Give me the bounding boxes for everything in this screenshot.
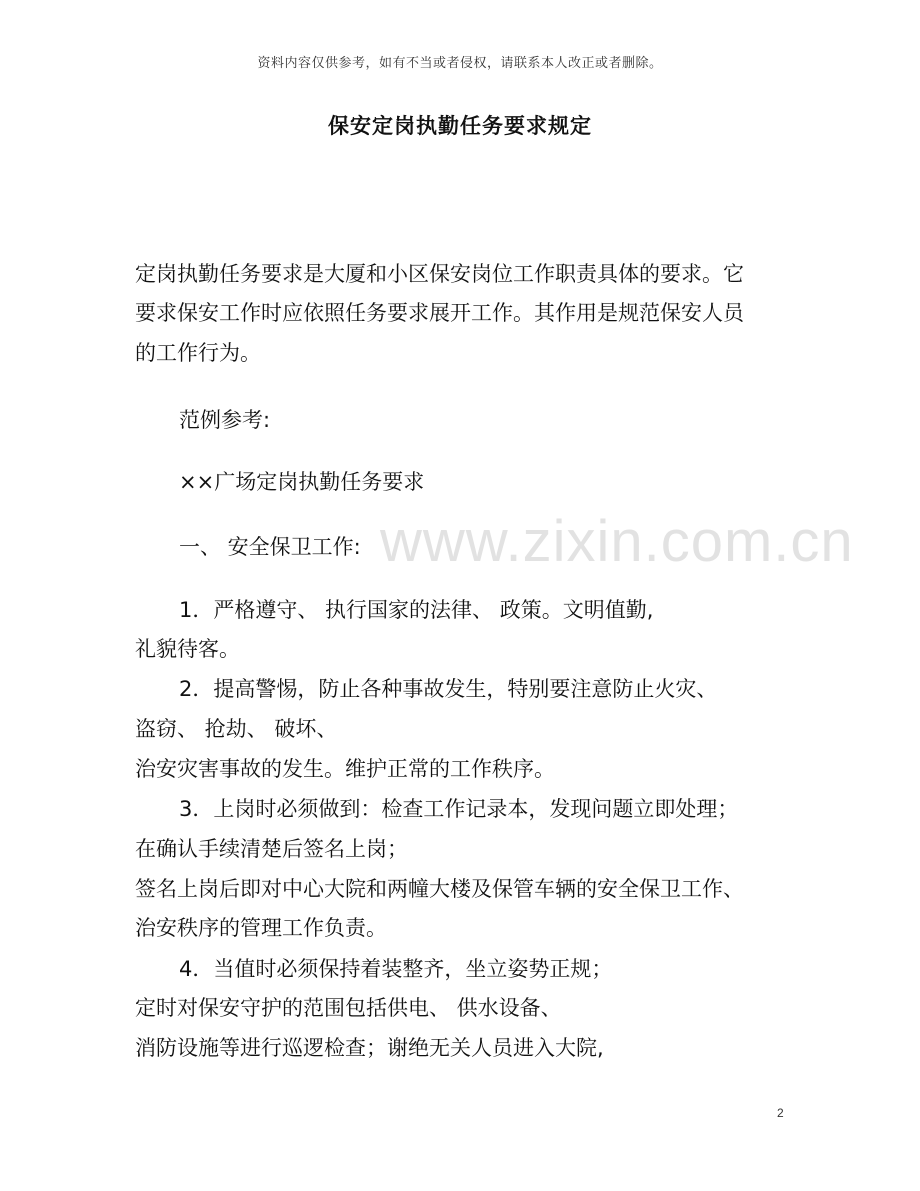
item-2-line: 治安灾害事故的发生。维护正常的工作秩序。	[135, 757, 555, 781]
disclaimer-notice: 资料内容仅供参考，如有不当或者侵权，请联系本人改正或者删除。	[257, 56, 663, 71]
document-title: 保安定岗执勤任务要求规定	[328, 114, 592, 138]
item-3-line: 在确认手续清楚后签名上岗；	[135, 837, 408, 861]
intro-line: 的工作行为。	[135, 341, 261, 365]
item-1-line: 1．严格遵守、 执行国家的法律、 政策。文明值勤,	[179, 598, 654, 622]
item-4-line: 定时对保安守护的范围包括供电、 供水设备、	[135, 996, 562, 1020]
watermark: www.zixin.com.cn	[380, 509, 854, 574]
item-2-line: 2．提高警惕，防止各种事故发生，特别要注意防止火灾、	[179, 677, 718, 701]
item-4-line: 消防设施等进行巡逻检查；谢绝无关人员进入大院,	[135, 1036, 604, 1060]
item-3-line: 3．上岗时必须做到：检查工作记录本，发现问题立即处理；	[179, 797, 739, 821]
intro-line: 要求保安工作时应依照任务要求展开工作。其作用是规范保安人员	[135, 301, 744, 325]
page-number: 2	[777, 1106, 784, 1120]
item-3-line: 治安秩序的管理工作负责。	[135, 916, 387, 940]
section-heading: 一、 安全保卫工作:	[179, 535, 361, 559]
item-3-line: 签名上岗后即对中心大院和两幢大楼及保管车辆的安全保卫工作、	[135, 877, 744, 901]
example-label: 范例参考:	[179, 408, 271, 432]
item-2-line: 盗窃、 抢劫、 破坏、	[135, 717, 338, 741]
intro-line: 定岗执勤任务要求是大厦和小区保安岗位工作职责具体的要求。它	[135, 262, 744, 286]
item-1-line: 礼貌待客。	[135, 637, 240, 661]
item-4-line: 4．当值时必须保持着装整齐，坐立姿势正规；	[179, 957, 613, 981]
example-subtitle: ××广场定岗执勤任务要求	[179, 470, 425, 494]
